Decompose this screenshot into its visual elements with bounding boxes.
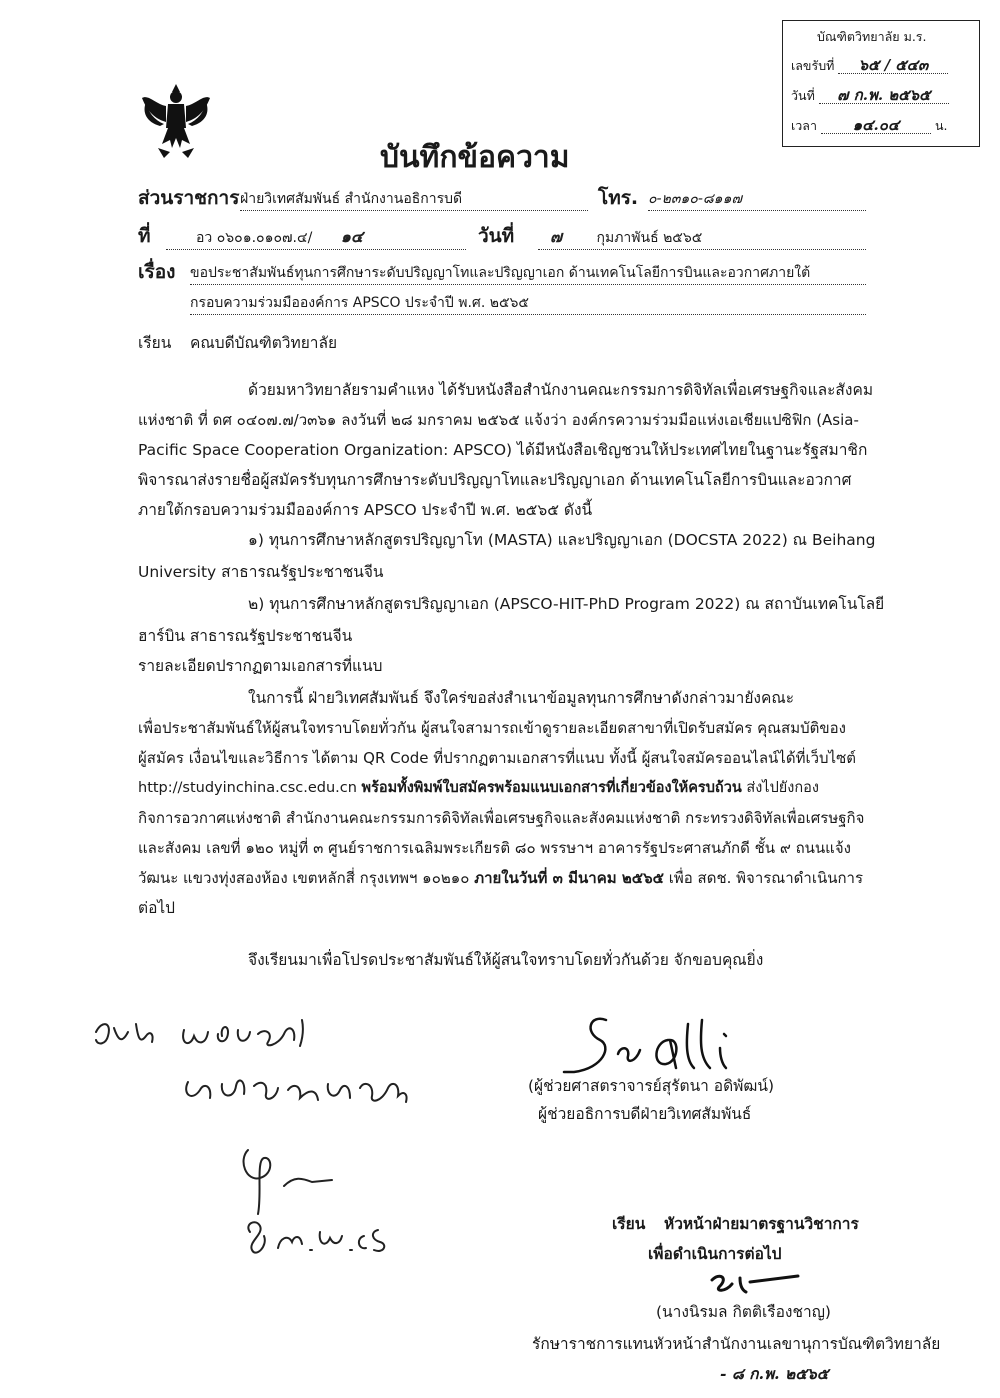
p2-line-3: ผู้สมัคร เงื่อนไขและวิธีการ ได้ตาม QR Code ที่ปรากฏตามเอกสารที่แนบ ทั้งนี้ ผู้สนใจสมัครออนไลน์ได้ที่เว็บไซต์ — [138, 749, 856, 767]
signature-main — [560, 1010, 780, 1080]
p2-line-4-bold: พร้อมทั้งพิมพ์ใบสมัครพร้อมแนบเอกสารที่เกี่ยวข้องให้ครบถ้วน — [361, 780, 742, 796]
dept-value: ฝ่ายวิเทศสัมพันธ์ สำนักงานอธิการบดี — [240, 188, 588, 211]
p2-line-2: เพื่อประชาสัมพันธ์ให้ผู้สนใจทราบโดยทั่วกัน ผู้สนใจสามารถเข้าดูรายละเอียดสาขาที่เปิดรับสมัคร คุณสมบัติของ — [138, 719, 846, 737]
stamp-receive-label: เลขรับที่ — [791, 58, 835, 73]
ref-number: ๑๔ — [340, 227, 364, 246]
item-1-line-1: ๑) ทุนการศึกษาหลักสูตรปริญญาโท (MASTA) และปริญญาเอก (DOCSTA 2022) ณ Beihang — [248, 531, 876, 549]
stamp-time-label: เวลา — [791, 118, 817, 133]
forward-date: - ๘ ก.พ. ๒๕๖๕ — [720, 1364, 829, 1383]
phone-label: โทร. — [598, 187, 639, 209]
item-1-line-2: University สาธารณรัฐประชาชนจีน — [138, 563, 384, 581]
p1-line-3: Pacific Space Cooperation Organization: APSCO) ได้มีหนังสือเชิญชวนให้ประเทศไทยในฐานะรัฐสมาชิก — [138, 441, 868, 459]
stamp-time-value: ๑๔.๐๔ — [821, 117, 931, 134]
p2-line-8: ต่อไป — [138, 899, 176, 917]
forward-name: (นางนิรมล กิตติเรืองชาญ) — [656, 1303, 831, 1321]
garuda-emblem — [140, 82, 212, 162]
p1-line-2: แห่งชาติ ที่ ดศ ๐๔๐๗.๗/ว๓๖๑ ลงวันที่ ๒๘ มกราคม ๒๕๖๕ แจ้งว่า องค์กรความร่วมมือแห่งเอเชียแปซิฟิก (Asia- — [138, 411, 859, 429]
website-url: http://studyinchina.csc.edu.cn — [138, 780, 357, 796]
stamp-receive-no: ๖๕ / ๕๔๓ — [838, 57, 948, 74]
stamp-time-unit: น. — [934, 118, 948, 133]
stamp-date-label: วันที่ — [791, 88, 815, 103]
p2-line-5: กิจการอวกาศแห่งชาติ สำนักงานคณะกรรมการดิจิทัลเพื่อเศรษฐกิจและสังคมแห่งชาติ กระทรวงดิจิทัลเพื่อเศรษฐกิจ — [138, 809, 865, 827]
p2-line-7 — [138, 868, 863, 888]
p1-line-5: ภายใต้กรอบความร่วมมือองค์การ APSCO ประจำปี พ.ศ. ๒๕๖๕ ดังนี้ — [138, 501, 593, 519]
subject-line-1: ขอประชาสัมพันธ์ทุนการศึกษาระดับปริญญาโทและปริญญาเอก ด้านเทคโนโลยีการบินและอวกาศภายใต้ — [190, 262, 866, 285]
subject-label: เรื่อง — [138, 261, 176, 283]
item-2-line-1: ๒) ทุนการศึกษาหลักสูตรปริญญาเอก (APSCO-HIT-PhD Program 2022) ณ สถาบันเทคโนโลยี — [248, 595, 885, 613]
to-value: คณบดีบัณฑิตวิทยาลัย — [190, 334, 338, 352]
closing-line: จึงเรียนมาเพื่อโปรดประชาสัมพันธ์ให้ผู้สนใจทราบโดยทั่วกันด้วย จักขอบคุณยิ่ง — [248, 951, 764, 969]
p1-line-4: พิจารณาส่งรายชื่อผู้สมัครรับทุนการศึกษาระดับปริญญาโทและปริญญาเอก ด้านเทคโนโลยีการบินและอวกาศ — [138, 471, 852, 489]
p2-line-7-rest: เพื่อ สดช. พิจารณาดำเนินการ — [668, 869, 864, 887]
p2-line-7-a: วัฒนะ แขวงทุ่งสองห้อง เขตหลักสี่ กรุงเทพฯ ๑๐๒๑๐ — [138, 869, 470, 887]
signer-name: (ผู้ช่วยศาสตราจารย์สุรัตนา อดิพัฒน์) — [528, 1077, 775, 1095]
ref-value: อว ๐๖๐๑.๐๑๐๗.๔/ — [196, 230, 313, 246]
details-note: รายละเอียดปรากฏตามเอกสารที่แนบ — [138, 657, 383, 675]
document-title: บันทึกข้อความ — [380, 140, 570, 175]
p1-line-1: ด้วยมหาวิทยาลัยรามคำแหง ได้รับหนังสือสำนักงานคณะกรรมการดิจิทัลเพื่อเศรษฐกิจและสังคม — [248, 381, 874, 399]
subject-line-2: กรอบความร่วมมือองค์การ APSCO ประจำปี พ.ศ. ๒๕๖๕ — [190, 292, 866, 315]
forward-action: เพื่อดำเนินการต่อไป — [648, 1245, 782, 1263]
date-day: ๗ — [550, 227, 563, 246]
forward-title: รักษาราชการแทนหัวหน้าสำนักงานเลขานุการบัณฑิตวิทยาลัย — [532, 1335, 941, 1353]
p2-line-4 — [138, 778, 819, 798]
ref-label: ที่ — [138, 225, 151, 247]
p2-line-1: ในการนี้ ฝ่ายวิเทศสัมพันธ์ จึงใคร่ขอส่งสำเนาข้อมูลทุนการศึกษาดังกล่าวมายังคณะ — [248, 689, 795, 707]
handwritten-note — [88, 1010, 448, 1260]
p2-line-6: และสังคม เลขที่ ๑๒๐ หมู่ที่ ๓ ศูนย์ราชการเฉลิมพระเกียรติ ๘๐ พรรษาฯ อาคารรัฐประศาสนภักดี ชั้น ๙ ถนนแจ้ง — [138, 839, 851, 857]
signature-forward — [706, 1270, 806, 1300]
date-month-year: กุมภาพันธ์ ๒๕๖๕ — [596, 230, 703, 246]
forward-to-value: หัวหน้าฝ่ายมาตรฐานวิชาการ — [664, 1215, 859, 1233]
to-label: เรียน — [138, 334, 172, 352]
item-2-line-2: ฮาร์บิน สาธารณรัฐประชาชนจีน — [138, 627, 353, 645]
p2-line-4-rest: ส่งไปยังกอง — [746, 780, 819, 796]
dept-label: ส่วนราชการ — [138, 187, 240, 209]
phone-value: ๐-๒๓๑๐-๘๑๑๗ — [648, 188, 866, 211]
date-label: วันที่ — [478, 225, 515, 247]
deadline: ภายในวันที่ ๓ มีนาคม ๒๕๖๕ — [474, 869, 664, 887]
signer-title: ผู้ช่วยอธิการบดีฝ่ายวิเทศสัมพันธ์ — [538, 1105, 752, 1123]
stamp-org: บัณฑิตวิทยาลัย ม.ร. — [817, 29, 927, 44]
receipt-stamp — [782, 20, 980, 147]
stamp-date-value: ๗ ก.พ. ๒๕๖๕ — [819, 87, 949, 104]
date-value-line — [538, 226, 866, 250]
forward-to-label: เรียน — [612, 1215, 646, 1233]
ref-value-line — [166, 226, 466, 250]
